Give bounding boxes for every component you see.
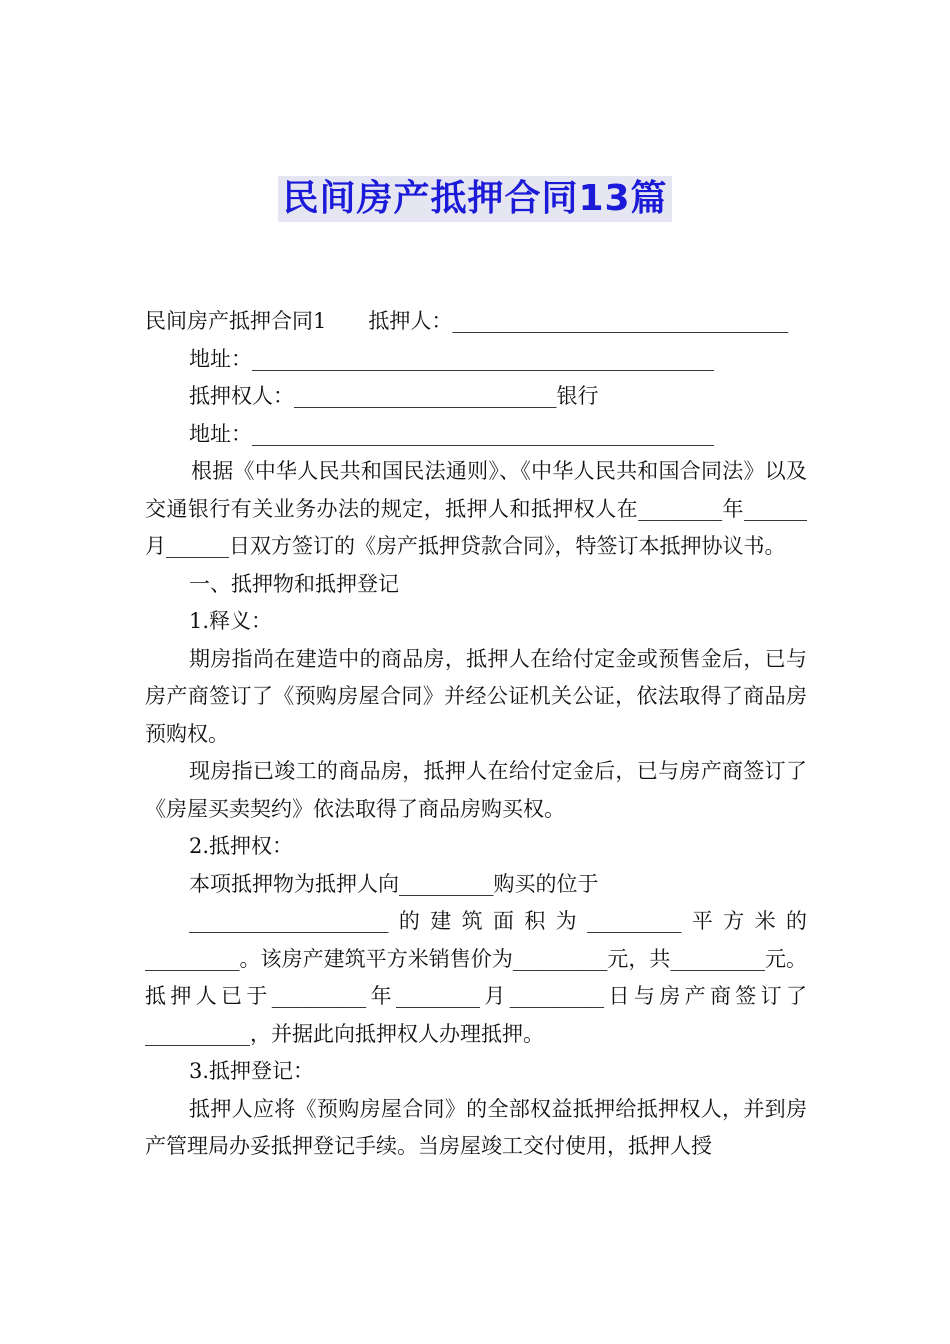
document-title: 民间房产抵押合同13篇 bbox=[278, 176, 671, 222]
paragraph-basis: 根据《中华人民共和国民法通则》、《中华人民共和国合同法》以及交通银行有关业务办法的规定，抵押人和抵押权人在________年______月______日双方签订的《房产抵押贷款合同》，特签订本抵押协议书。 bbox=[145, 459, 807, 558]
paragraph-mortgage-details: ___________________的建筑面积为_________平方米的_________。该房产建筑平方米销售价为_________元，共_________元。抵押人已于_________年________月_________日与房产商签订了__________，并据此向抵押权人办理抵押。 bbox=[145, 909, 807, 1046]
paragraph-registration: 抵押人应将《预购房屋合同》的全部权益抵押给抵押权人，并到房产管理局办妥抵押登记手续。当房屋竣工交付使用，抵押人授 bbox=[145, 1096, 807, 1158]
paragraph-mortgagee: 抵押权人：_________________________银行 bbox=[189, 384, 599, 408]
paragraph-mortgage-object: 本项抵押物为抵押人向_________购买的位于 bbox=[189, 871, 599, 896]
clause-3-heading: 3.抵押登记： bbox=[189, 1059, 315, 1083]
section-heading-1: 一、抵押物和抵押登记 bbox=[189, 571, 399, 596]
paragraph-existing-house: 现房指已竣工的商品房，抵押人在给付定金后，已与房产商签订了《房屋买卖契约》依法取得了商品房购买权。 bbox=[145, 759, 807, 821]
title-container bbox=[0, 176, 950, 222]
document-body bbox=[145, 303, 807, 1166]
paragraph-mortgagee-address: 地址：____________________________________________ bbox=[189, 421, 714, 446]
paragraph-contract-heading: 民间房产抵押合同1 抵押人：________________________________ bbox=[145, 309, 789, 333]
clause-1-heading: 1.释义： bbox=[189, 609, 273, 633]
paragraph-mortgagor-address: 地址：____________________________________________ bbox=[189, 346, 714, 371]
paragraph-future-house: 期房指尚在建造中的商品房，抵押人在给付定金或预售金后，已与房产商签订了《预购房屋合同》并经公证机关公证，依法取得了商品房预购权。 bbox=[145, 646, 807, 746]
clause-2-heading: 2.抵押权： bbox=[189, 834, 294, 858]
